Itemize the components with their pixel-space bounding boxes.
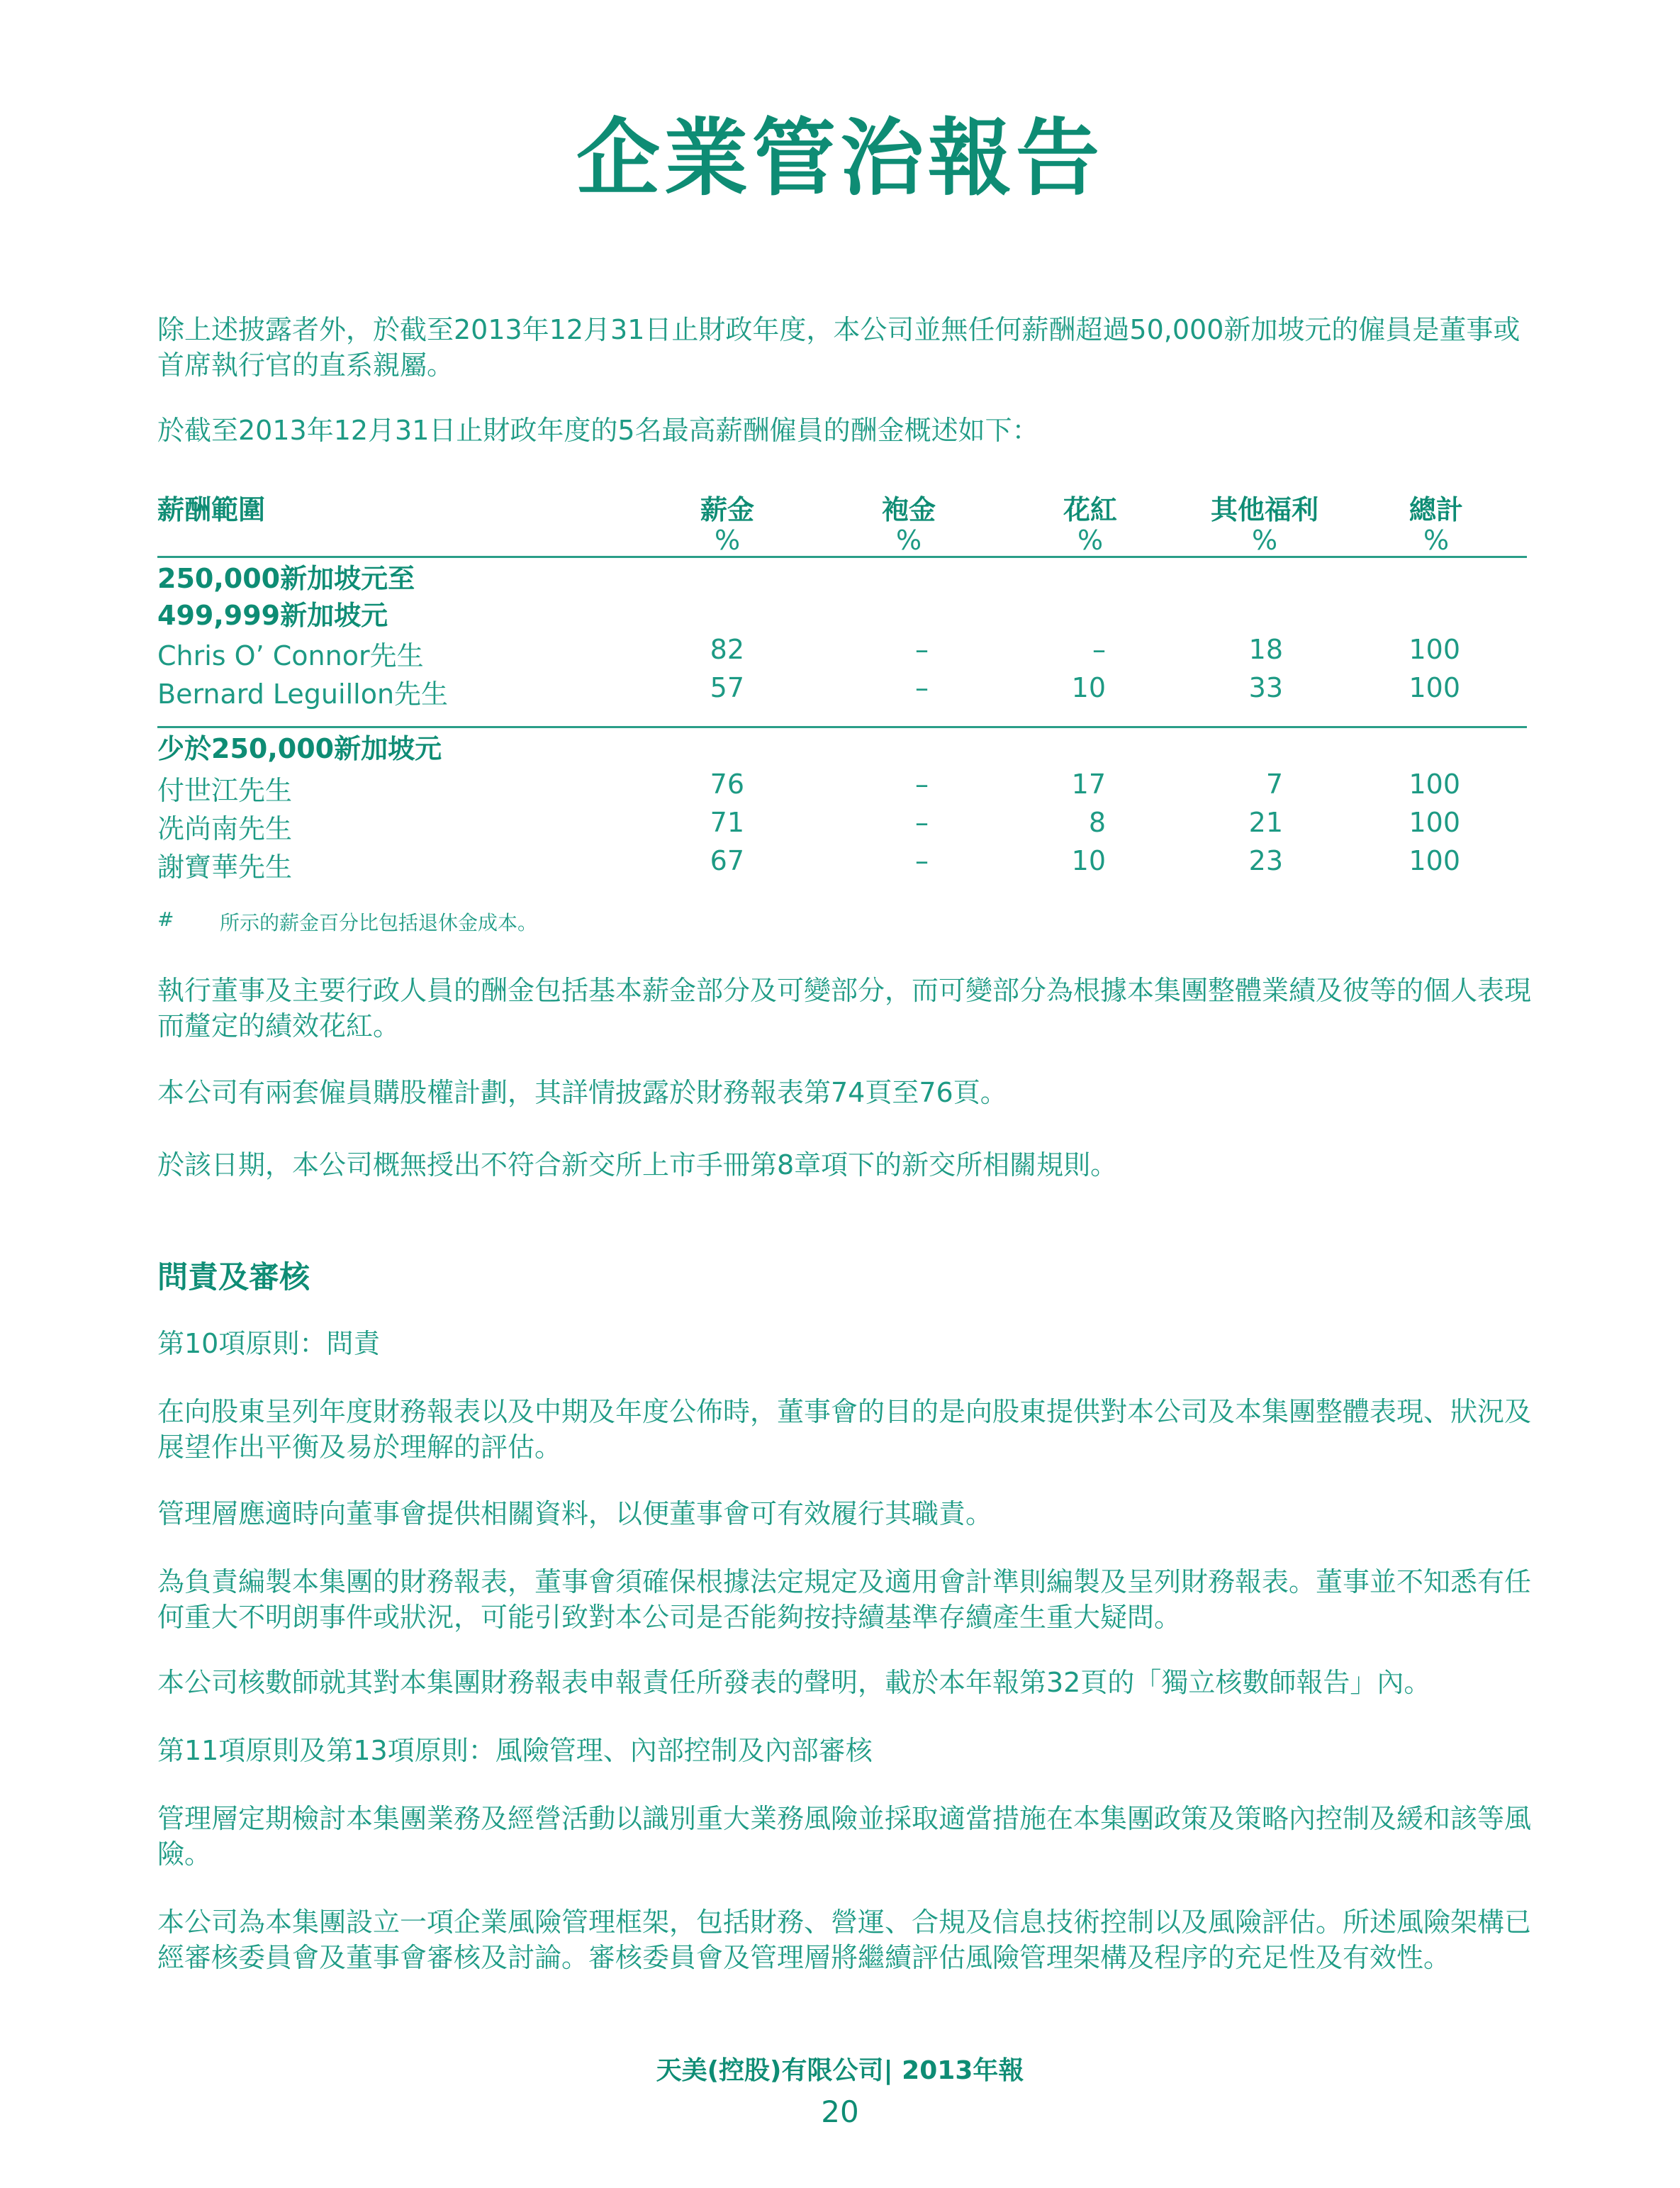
unit-salary: % (714, 525, 741, 556)
row-name: 謝寶華先生 (157, 852, 293, 883)
row-allowance: – (915, 845, 929, 876)
row-total: 100 (1409, 807, 1460, 838)
paragraph-risk-framework: 本公司為本集團設立一項企業風險管理框架，包括財務、營運、合規及信息技術控制以及風險評估。所述風險架構已經審核委員會及董事會審核及討論。審核委員會及管理層將繼續評估風險管理架構及程序的充足性及有效性。 (157, 1907, 1532, 1973)
table-divider (157, 556, 1527, 558)
row-name: Chris O’ Connor先生 (157, 640, 424, 671)
row-total: 100 (1409, 634, 1460, 665)
row-allowance: – (915, 634, 929, 665)
row-total: 100 (1409, 845, 1460, 876)
row-salary: 57 (710, 672, 744, 703)
paragraph-remuneration: 執行董事及主要行政人員的酬金包括基本薪金部分及可變部分，而可變部分為根據本集團整體業績及彼等的個人表現而釐定的績效花紅。 (157, 975, 1532, 1042)
unit-allowance: % (895, 525, 922, 556)
header-total: 總計 (1409, 494, 1463, 525)
unit-total: % (1423, 525, 1450, 556)
row-benefits: 21 (1248, 807, 1283, 838)
row-total: 100 (1409, 672, 1460, 703)
row-allowance: – (915, 807, 929, 838)
row-benefits: 18 (1248, 634, 1283, 665)
row-bonus: – (1092, 634, 1106, 665)
paragraph-share-options: 本公司有兩套僱員購股權計劃，其詳情披露於財務報表第74頁至76頁。 (157, 1077, 1007, 1108)
paragraph-financial-statements: 為負責編製本集團的財務報表，董事會須確保根據法定規定及適用會計準則編製及呈列財務報表。董事並不知悉有任何重大不明朗事件或狀況，可能引致對本公司是否能夠按持續基準存續產生重大疑問。 (157, 1566, 1532, 1633)
row-name: 冼尚南先生 (157, 813, 293, 844)
row-total: 100 (1409, 769, 1460, 800)
principle-11-13: 第11項原則及第13項原則：風險管理、內部控制及內部審核 (157, 1735, 873, 1766)
page-title: 企業管治報告 (576, 109, 1104, 207)
principle-10: 第10項原則：問責 (157, 1328, 381, 1359)
row-allowance: – (915, 769, 929, 800)
row-name: 付世江先生 (157, 775, 293, 806)
header-range: 薪酬範圍 (157, 494, 266, 525)
row-salary: 71 (710, 807, 744, 838)
header-allowance: 袍金 (881, 494, 936, 525)
row-bonus: 8 (1088, 807, 1106, 838)
section-heading: 問責及審核 (157, 1260, 310, 1295)
intro-paragraph-2: 於截至2013年12月31日止財政年度的5名最高薪酬僱員的酬金概述如下： (157, 415, 1039, 446)
row-bonus: 10 (1071, 672, 1106, 703)
row-benefits: 7 (1265, 769, 1283, 800)
row-benefits: 33 (1248, 672, 1283, 703)
header-salary: 薪金 (700, 494, 754, 525)
intro-paragraph-1: 除上述披露者外，於截至2013年12月31日止財政年度，本公司並無任何薪酬超過50,000新加坡元的僱員是董事或首席執行官的直系親屬。 (157, 314, 1521, 381)
group-label-1a: 250,000新加坡元至 (157, 563, 415, 594)
unit-benefits: % (1251, 525, 1278, 556)
paragraph-auditor-report: 本公司核數師就其對本集團財務報表申報責任所發表的聲明，載於本年報第32頁的「獨立核數師報告」內。 (157, 1667, 1431, 1698)
unit-bonus: % (1077, 525, 1104, 556)
row-salary: 82 (710, 634, 744, 665)
header-benefits: 其他福利 (1210, 494, 1318, 525)
paragraph-risk-review: 管理層定期檢討本集團業務及經營活動以識別重大業務風險並採取適當措施在本集團政策及策略內控制及緩和該等風險。 (157, 1803, 1532, 1870)
footer-company: 天美(控股)有限公司| 2013年報 (656, 2056, 1024, 2085)
header-bonus: 花紅 (1063, 494, 1117, 525)
page-number: 20 (821, 2094, 859, 2129)
row-bonus: 10 (1071, 845, 1106, 876)
paragraph-sgx-rules: 於該日期，本公司概無授出不符合新交所上市手冊第8章項下的新交所相關規則。 (157, 1149, 1118, 1180)
group-label-2: 少於250,000新加坡元 (157, 733, 442, 764)
row-benefits: 23 (1248, 845, 1283, 876)
row-salary: 76 (710, 769, 744, 800)
row-bonus: 17 (1071, 769, 1106, 800)
paragraph-management-info: 管理層應適時向董事會提供相關資料，以便董事會可有效履行其職責。 (157, 1498, 993, 1529)
group-divider (157, 726, 1527, 728)
group-label-1b: 499,999新加坡元 (157, 600, 388, 631)
footnote-mark: # (157, 908, 174, 931)
paragraph-accountability: 在向股東呈列年度財務報表以及中期及年度公佈時，董事會的目的是向股東提供對本公司及本集團整體表現、狀況及展望作出平衡及易於理解的評估。 (157, 1396, 1532, 1463)
row-allowance: – (915, 672, 929, 703)
row-salary: 67 (710, 845, 744, 876)
row-name: Bernard Leguillon先生 (157, 679, 449, 710)
footnote: 所示的薪金百分比包括退休金成本。 (220, 911, 538, 934)
